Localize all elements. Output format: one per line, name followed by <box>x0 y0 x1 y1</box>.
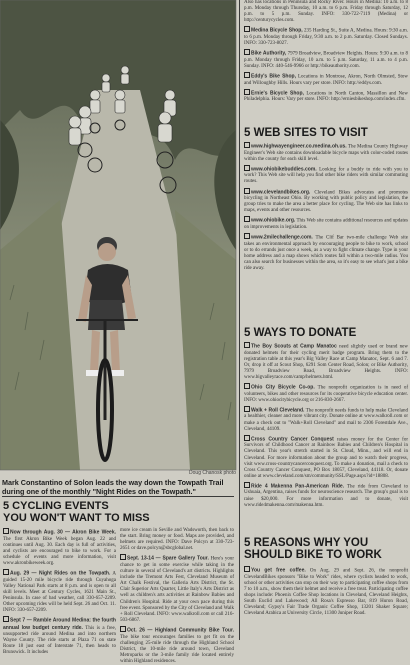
event-body: The bike tour encourages families to get fit on the challenging 25-mile ride through the Highland School District, the 10-mile ride around town, Cleveland Metroparks or the 3-mile family ride located entirely within Highland residences. <box>120 634 234 664</box>
checkbox-icon <box>244 142 250 148</box>
website-lead: www.clevelandbikes.org. <box>251 189 311 196</box>
donate-heading: 5 WAYS TO DONATE <box>244 327 357 339</box>
reasons-heading <box>244 537 408 562</box>
section-divider <box>2 496 234 497</box>
shop-item <box>244 0 408 24</box>
checkbox-icon <box>244 435 250 441</box>
photo-credit: Doug Chanosk photo <box>189 470 236 476</box>
checkbox-icon <box>3 569 9 575</box>
reason-item <box>244 566 408 617</box>
website-body: The Medina County Highway Engineer's Web site contains downloadable bicycle maps with color-coded routes within the county for each skill level. <box>244 144 408 162</box>
donate-body: need slightly used or brand new donated helmets for their cycling merit badge program. Bring them to the registration table at this year's Big Valley Race at Camp Manatoc, Sept. 6 and 7. Or, drop it off at Scout Shop, 6291 Som Center Road, Solon; or Bike Authority, 7979 Broadview Road, Broadview Heights. INFO: www.bigvalleyrace.com/camp/helmets.html. <box>244 344 408 380</box>
events-column-1 <box>3 528 116 656</box>
website-item <box>244 142 408 163</box>
cyclists-illustration <box>0 0 236 470</box>
shop-body: Locations in Montrose, Akron, North Olmsted, Stow and Willoughby Hills. Hours vary per store. INFO: http://eddys.com. <box>244 74 409 86</box>
checkbox-icon <box>244 406 250 412</box>
event-item <box>120 528 234 552</box>
reasons-list <box>244 566 408 640</box>
events-column-2 <box>120 528 234 664</box>
shop-lead: Ernie's Bicycle Shop, <box>251 90 304 97</box>
checkbox-icon <box>244 482 250 488</box>
bike-shops-list <box>244 0 408 112</box>
checkbox-icon <box>120 626 126 632</box>
website-lead: www.ohiobike.org. <box>251 217 296 224</box>
donate-item <box>244 482 408 509</box>
event-lead: Sept 7 — Ramble Around Medina: the fourth annual low budget century ride. <box>3 617 116 631</box>
checkbox-icon <box>244 383 250 389</box>
event-body: Here's your chance to get in some exercise while taking in the culture in several of Cleveland's art districts. Highlights include the Tremont Arts Fest, Cleveland Museum of Art Chalk Festival, the Galleria Arts District, the St. Clair Superior Arts Quarter, Little Italy's Arts District as well as children's arts activities at Rainbow Babies and Children's Hospital. Ride at your own pace during this free event. Sponsored by the City of Cleveland and Walk + Roll Cleveland. INFO: www.walkroll.com or call 216-503-6867. <box>120 556 234 623</box>
event-item <box>120 554 234 624</box>
checkbox-icon <box>244 89 250 95</box>
shop-lead: Eddy's Bike Shop, <box>251 73 296 80</box>
event-body: more ice cream in Seville and Wadsworth, then back to the start. Bring money or food. Maps are provided, and helmets are required. INFO: Dave Polcyn at 330-723-2651 or dave.polcyn@sbcglobal.net. <box>120 528 234 552</box>
event-body: A guided 15-20 mile bicycle ride through Cuyahoga Valley National Park starts at 8 p.m. and is open to all skill levels. Meet at Century Cycles, 1621 Main St., Peninsula. In case of bad weather, call 330-657-2209. Other upcoming rides will be held Sept. 26 and Oct. 11. INFO: 330-657-2209. <box>3 571 116 614</box>
checkbox-icon <box>3 528 9 534</box>
website-item <box>244 216 408 231</box>
websites-heading: 5 WEB SITES TO VISIT <box>244 127 368 139</box>
shop-body: 7979 Broadview, Broadview Heights. Hours: 9:30 a.m. to 8 p.m. Monday through Friday, 10 a.m. to 5 p.m. Saturday, 11 a.m. to 4 p.m. Sunday. INFO: 440-546-9966 or http://bikeauthority.com. <box>244 51 408 69</box>
checkbox-icon <box>244 49 250 55</box>
column-divider <box>239 0 240 640</box>
shop-lead: Bike Authority, <box>251 50 287 57</box>
photo-caption: Mark Constantino of Solon leads the way down the Towpath Trail during one of the monthly "Night Rides on the Towpath." <box>2 478 224 496</box>
checkbox-icon <box>244 72 250 78</box>
shop-body: Also has locations in Peninsula and Rocky River. Hours in Medina: 10 a.m. to 8 p.m. Monday through Thursday, 10 a.m. to 6 p.m. Friday through Saturday, 12 p.m. to 5 p.m. Sunday. INFO: 330-722-7119 (Medina) or http://centurycycles.com. <box>244 0 408 24</box>
donate-item <box>244 342 408 381</box>
checkbox-icon <box>244 342 250 348</box>
checkbox-icon <box>244 216 250 222</box>
reasons-heading-line2: SHOULD BIKE TO WORK <box>244 549 382 562</box>
event-lead: Sept. 13-14 — Spare Gallery Tour. <box>127 555 209 562</box>
checkbox-icon <box>244 165 250 171</box>
donate-item <box>244 435 408 480</box>
reason-body: On Aug. 29 and Sept. 26, the nonprofit ClevelandBikes sponsors "Bike to Work" rides, where cyclists headed to work, school or other activities can stop on their way to participating coffee shops from 7 to 10 a.m., show them their helmet and receive a free treat. Participating coffee shops include: Phoenix Coffee Shop locations in Cleveland, Cleveland Heights, South Euclid and Lakewood; All Rosa's Espresso Bar, 819 Huron Road, Cleveland; Gypsy's Fair Trade Organic Coffee Shop, 13201 Shaker Square; Cleveland Arabica at University Circle, 11300 Juniper Road. <box>244 568 409 617</box>
donate-lead: Cross Country Cancer Conquest <box>251 436 334 443</box>
website-item <box>244 233 408 272</box>
donate-body: The nonprofit organization is in need of volunteers, bikes and other resources for its cooperative bicycle education center. INFO: www.ohiocitybicycle.org or 216-830-2667. <box>244 385 408 403</box>
event-lead: Oct. 26 — Highland Community Bike Tour. <box>127 627 234 634</box>
checkbox-icon <box>244 26 250 32</box>
event-body: This is a free, unsupported ride around Medina and into northern Wayne County. The ride starts at Plaza 71 on state Route 18 just east of Interstate 71, then heads to Brunswick. It includes <box>3 625 116 656</box>
donate-item <box>244 406 408 433</box>
events-heading <box>3 501 233 525</box>
websites-list <box>244 142 408 319</box>
website-item <box>244 165 408 186</box>
events-heading-line2: YOU WON'T WANT TO MISS <box>3 511 150 524</box>
shop-body: Locations in North Canton, Massillon and New Philadelphia. Hours: Vary per store. INFO: http://erniesbikeshop.com/index.cfm. <box>244 91 408 103</box>
donate-lead: Ride 4 Makenna Pan-American Ride. <box>251 483 345 490</box>
towpath-photo <box>0 0 236 470</box>
event-lead: Aug. 29 — Night Rides on the Towpath. <box>10 570 111 577</box>
shop-lead: Medina Bicycle Shop, <box>251 27 303 34</box>
donate-lead: Walk + Roll Cleveland. <box>251 407 305 414</box>
donate-list <box>244 342 408 528</box>
shop-item <box>244 89 408 104</box>
website-lead: www.ohiobikebuddies.com. <box>251 166 317 173</box>
donate-body: The nonprofit needs funds to help make Cleveland a healthier, cleaner and more vibrant city. Donate online at www.walkroll.com or make a check out to "Walk+Roll Cleveland" and mail to 2306 Forestdale Ave., Cleveland, 44109. <box>244 408 408 432</box>
checkbox-icon <box>120 554 126 560</box>
checkbox-icon <box>244 188 250 194</box>
event-item <box>120 626 234 665</box>
events-heading-line1: 5 CYCLING EVENTS <box>3 500 109 512</box>
event-item <box>3 569 116 614</box>
checkbox-icon <box>3 616 9 622</box>
shop-item <box>244 72 408 87</box>
event-item <box>3 528 116 567</box>
shop-item <box>244 26 408 47</box>
website-item <box>244 188 408 215</box>
shop-body: 235 Harding St., Suite A, Medina. Hours: 9:30 a.m. to 6 p.m. Monday through Friday, 9:30 a.m. to 2 p.m. Saturday. Closed Sundays. INFO: 330-723-8027. <box>244 28 408 47</box>
donate-body: The ride from Cleveland to Ushuaia, Argentina, raises funds for neuroscience research. The group's goal is to raise $20,000. For more information and to donate, visit www.ride4makenna.com/makenna.htm. <box>244 484 408 508</box>
donate-body: raises money for the Center for Survivors of Childhood Cancer at Rainbow Babies and Children's Hospital in Cleveland. This year's stretch started in St. Cloud, Minn., and will end in Cleveland. For more information about the group and to watch their progress, visit www.cross-countrycancerconquest.org. To make a donation, mail a check to Cross Country Cancer Conquest, PO Box 18057, Cleveland, 44118. Or, donate online at www.cleveland.com/sm/community/SSL/Page.aspx?id=18808. <box>244 437 408 479</box>
reason-lead: You get free coffee. <box>251 567 306 574</box>
checkbox-icon <box>244 566 250 572</box>
event-item <box>3 616 116 656</box>
donate-lead: Ohio City Bicycle Co-op. <box>251 384 315 391</box>
website-body: The Clif Bar two-mile challenge Web site takes an environmental approach by encouraging people to bike to work, school or to do errands just once a week, as a way to fight climate change. Type in your home address and a map shows which routes fall within a two-mile radius. You can also search for businesses within the area, so it's easy to see what's just a bike ride away. <box>244 235 408 272</box>
website-body: Looking for a buddy to ride with you to work? This Web site will help you find other bike riders with similar commuting routes. <box>244 167 408 185</box>
event-lead: Now through Aug. 30 — Akron Bike Week. <box>10 529 116 536</box>
donate-lead: The Boy Scouts at Camp Manatoc <box>251 343 337 350</box>
donate-item <box>244 383 408 404</box>
website-body: Cleveland Bikes advocates and promotes bicycling in Northeast Ohio. By working with public policy and legislation, the group tries to make the area a better place for cycling. The Web site has links to maps, events and other resources. <box>244 190 409 214</box>
reasons-heading-line1: 5 REASONS WHY YOU <box>244 537 369 549</box>
website-body: This Web site contains additional resources and updates on improvements in legislation. <box>244 218 408 231</box>
website-lead: www.2milechallenge.com. <box>251 234 313 241</box>
checkbox-icon <box>244 233 250 239</box>
shop-item <box>244 49 408 70</box>
event-body: The first Akron Bike Week began Aug. 22 and continues until Aug. 30. Each day is full of activities, and cyclists are encouraged to bike to work. For a schedule of events and more information, visit www.akronbikeweek.org. <box>3 536 116 566</box>
website-lead: www.highwayengineer.co.medina.oh.us. <box>251 143 347 150</box>
